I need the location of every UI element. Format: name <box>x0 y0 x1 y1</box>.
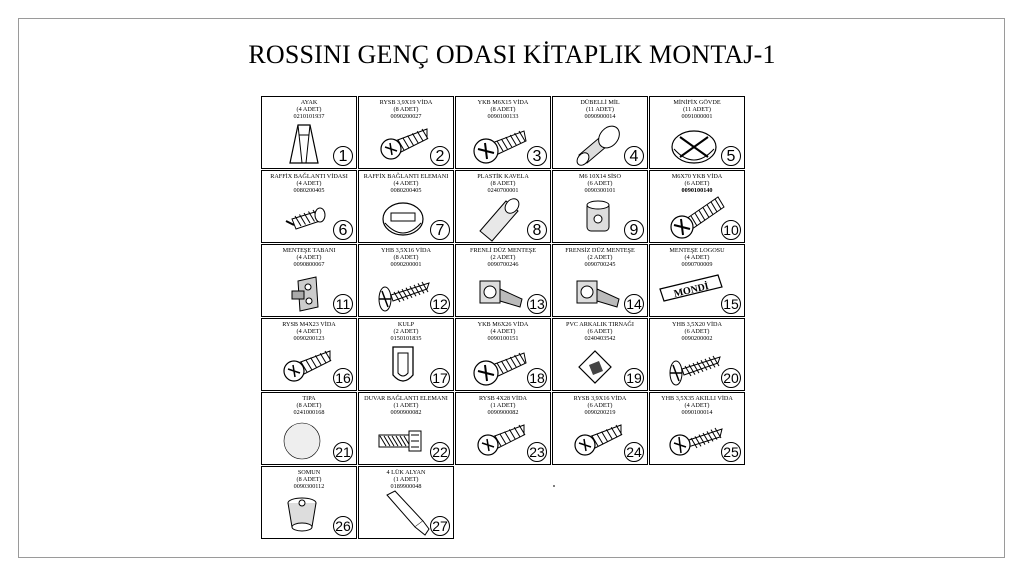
part-quantity: (2 ADET) <box>490 254 516 261</box>
part-name: AYAK <box>300 99 318 106</box>
part-cell-10 <box>649 170 745 243</box>
part-cell-14 <box>552 244 648 317</box>
part-quantity: (6 ADET) <box>587 328 613 335</box>
soft-close-hinge-icon <box>462 267 532 315</box>
part-number-badge: 24 <box>624 442 644 462</box>
long-bolt-icon <box>656 193 726 241</box>
part-cell-26 <box>261 466 357 539</box>
part-cell-27 <box>358 466 454 539</box>
part-name: DUVAR BAĞLANTI ELEMANI <box>364 395 448 402</box>
part-name: YKB M6X26 VİDA <box>477 321 529 328</box>
countersunk-screw-icon <box>365 267 435 315</box>
part-quantity: (4 ADET) <box>296 328 322 335</box>
part-quantity: (11 ADET) <box>683 106 711 113</box>
part-number-badge: 12 <box>430 294 450 314</box>
connector-cam-icon <box>365 193 435 241</box>
part-code: 0090900082 <box>487 409 519 416</box>
part-code: 0189900048 <box>390 483 422 490</box>
part-cell-21 <box>261 392 357 465</box>
part-number-badge: 8 <box>527 220 547 240</box>
part-number-badge: 13 <box>527 294 547 314</box>
back-panel-clip-icon <box>559 341 629 389</box>
part-quantity: (6 ADET) <box>587 180 613 187</box>
part-quantity: (6 ADET) <box>684 180 710 187</box>
part-cell-6 <box>261 170 357 243</box>
part-quantity: (11 ADET) <box>586 106 614 113</box>
part-name: DÜBELLİ MİL <box>580 99 620 106</box>
part-name: MİNİFİX GÖVDE <box>673 99 721 106</box>
screw-icon <box>462 415 532 463</box>
part-code: 0090700246 <box>487 261 519 268</box>
part-code: 0090200002 <box>681 335 713 342</box>
part-quantity: (4 ADET) <box>684 402 710 409</box>
part-number-badge: 15 <box>721 294 741 314</box>
part-name: MENTEŞE TABANI <box>282 247 336 254</box>
dowel-pin-icon <box>559 119 629 167</box>
part-name: PVC ARKALIK TIRNAĞI <box>566 321 634 328</box>
part-cell-2 <box>358 96 454 169</box>
part-name: TIPA <box>302 395 316 402</box>
part-quantity: (8 ADET) <box>296 476 322 483</box>
part-name: YHB 3,5X20 VİDA <box>672 321 722 328</box>
part-code: 0090900082 <box>390 409 422 416</box>
screw-icon <box>559 415 629 463</box>
part-code: 0080200405 <box>293 187 325 194</box>
wall-anchor-icon <box>365 415 435 463</box>
part-number-badge: 10 <box>721 220 741 240</box>
part-code: 0090200027 <box>390 113 422 120</box>
part-code: 0090300112 <box>293 483 325 490</box>
part-quantity: (4 ADET) <box>490 328 516 335</box>
part-code: 0240403542 <box>584 335 616 342</box>
part-number-badge: 18 <box>527 368 547 388</box>
part-quantity: (8 ADET) <box>490 180 516 187</box>
part-number-badge: 14 <box>624 294 644 314</box>
part-quantity: (8 ADET) <box>393 106 419 113</box>
part-number-badge: 9 <box>624 220 644 240</box>
part-number-badge: 17 <box>430 368 450 388</box>
part-number-badge: 16 <box>333 368 353 388</box>
part-number-badge: 2 <box>430 146 450 166</box>
page-title: ROSSINI GENÇ ODASI KİTAPLIK MONTAJ-1 <box>248 40 776 69</box>
foot-icon <box>268 119 338 167</box>
part-number-badge: 20 <box>721 368 741 388</box>
part-name: MENTEŞE LOGOSU <box>669 247 725 254</box>
part-code: 0090700245 <box>584 261 616 268</box>
part-number-badge: 11 <box>333 294 353 314</box>
part-code: 0090100014 <box>681 409 713 416</box>
part-cell-15 <box>649 244 745 317</box>
part-cell-8 <box>455 170 551 243</box>
screw-icon <box>268 341 338 389</box>
stray-dot <box>553 485 555 487</box>
part-number-badge: 5 <box>721 146 741 166</box>
part-number-badge: 25 <box>721 442 741 462</box>
part-number-badge: 22 <box>430 442 450 462</box>
part-name: RAFFİX BAĞLANTI ELEMANI <box>363 173 449 180</box>
bolt-icon <box>462 341 532 389</box>
logo-label: MONDİ <box>672 281 710 300</box>
part-cell-24 <box>552 392 648 465</box>
part-cell-11 <box>261 244 357 317</box>
part-name: PLASTİK KAVELA <box>477 173 529 180</box>
plastic-dowel-icon <box>462 193 532 241</box>
part-cell-19 <box>552 318 648 391</box>
part-number-badge: 26 <box>333 516 353 536</box>
part-quantity: (2 ADET) <box>393 328 419 335</box>
part-quantity: (8 ADET) <box>296 402 322 409</box>
part-number-badge: 27 <box>430 516 450 536</box>
hinge-icon <box>559 267 629 315</box>
hinge-plate-icon <box>268 267 338 315</box>
connector-screw-icon <box>268 193 338 241</box>
countersunk-screw-icon <box>656 341 726 389</box>
part-cell-18 <box>455 318 551 391</box>
part-code: 0090800067 <box>293 261 325 268</box>
part-cell-23 <box>455 392 551 465</box>
part-number-badge: 3 <box>527 146 547 166</box>
part-cell-9 <box>552 170 648 243</box>
part-code: 0090900014 <box>584 113 616 120</box>
part-number-badge: 19 <box>624 368 644 388</box>
part-code: 0090100151 <box>487 335 519 342</box>
handle-icon <box>365 341 435 389</box>
insert-nut-icon <box>559 193 629 241</box>
part-name: YHB 3,5X35 AKILLI VİDA <box>661 395 733 402</box>
part-code: 0080200405 <box>390 187 422 194</box>
part-quantity: (4 ADET) <box>684 254 710 261</box>
part-cell-4 <box>552 96 648 169</box>
part-code: 0091000001 <box>681 113 713 120</box>
part-cell-1 <box>261 96 357 169</box>
part-code: 0210101937 <box>293 113 325 120</box>
part-name: FRENLİ DÜZ MENTEŞE <box>470 247 536 254</box>
part-name: 4 LÜK ALYAN <box>386 469 426 476</box>
part-quantity: (4 ADET) <box>296 254 322 261</box>
part-quantity: (6 ADET) <box>587 402 613 409</box>
part-code: 0150101835 <box>390 335 422 342</box>
part-cell-13 <box>455 244 551 317</box>
part-code: 0090200123 <box>293 335 325 342</box>
smart-screw-icon <box>656 415 726 463</box>
part-name: RYSB 4X28 VİDA <box>478 395 528 402</box>
part-quantity: (1 ADET) <box>490 402 516 409</box>
part-quantity: (8 ADET) <box>490 106 516 113</box>
part-number-badge: 4 <box>624 146 644 166</box>
part-cell-5 <box>649 96 745 169</box>
part-code: 0090100133 <box>487 113 519 120</box>
part-name: RYSB 3,9X19 VİDA <box>379 99 433 106</box>
part-quantity: (6 ADET) <box>684 328 710 335</box>
part-number-badge: 23 <box>527 442 547 462</box>
part-cell-22 <box>358 392 454 465</box>
part-name: SOMUN <box>297 469 321 476</box>
part-code: 0090200001 <box>390 261 422 268</box>
part-code: 0090200219 <box>584 409 616 416</box>
part-cell-17 <box>358 318 454 391</box>
part-quantity: (4 ADET) <box>393 180 419 187</box>
screw-icon <box>365 119 435 167</box>
part-quantity: (4 ADET) <box>296 180 322 187</box>
part-code: 0241000168 <box>293 409 325 416</box>
part-name: YHB 3,5X16 VİDA <box>381 247 431 254</box>
nut-icon <box>268 489 338 537</box>
part-cell-16 <box>261 318 357 391</box>
part-code: 0090100140 <box>681 187 713 194</box>
part-name: M6X70 YKB VİDA <box>671 173 723 180</box>
part-number-badge: 1 <box>333 146 353 166</box>
part-cell-25 <box>649 392 745 465</box>
part-quantity: (2 ADET) <box>587 254 613 261</box>
part-code: 0090700009 <box>681 261 713 268</box>
part-number-badge: 6 <box>333 220 353 240</box>
part-code: 0240700001 <box>487 187 519 194</box>
part-cell-12 <box>358 244 454 317</box>
part-quantity: (4 ADET) <box>296 106 322 113</box>
cap-icon <box>268 415 338 463</box>
hex-key-icon <box>365 489 435 537</box>
part-cell-7 <box>358 170 454 243</box>
part-name: M6 10X14 SİSO <box>579 173 621 180</box>
part-cell-20 <box>649 318 745 391</box>
part-cell-3 <box>455 96 551 169</box>
bolt-icon <box>462 119 532 167</box>
part-number-badge: 7 <box>430 220 450 240</box>
part-name: RAFFİX BAĞLANTI VİDASI <box>270 173 348 180</box>
part-name: RYSB 3,9X16 VİDA <box>573 395 627 402</box>
part-name: RYSB M4X23 VİDA <box>282 321 336 328</box>
logo-plate-icon <box>656 267 726 315</box>
part-code: 0090300101 <box>584 187 616 194</box>
part-name: FRENSİZ DÜZ MENTEŞE <box>565 247 635 254</box>
part-quantity: (1 ADET) <box>393 402 419 409</box>
part-number-badge: 21 <box>333 442 353 462</box>
part-quantity: (8 ADET) <box>393 254 419 261</box>
minifix-cam-icon <box>656 119 726 167</box>
part-name: YKB M6X15 VİDA <box>477 99 529 106</box>
part-quantity: (1 ADET) <box>393 476 419 483</box>
part-name: KULP <box>397 321 415 328</box>
